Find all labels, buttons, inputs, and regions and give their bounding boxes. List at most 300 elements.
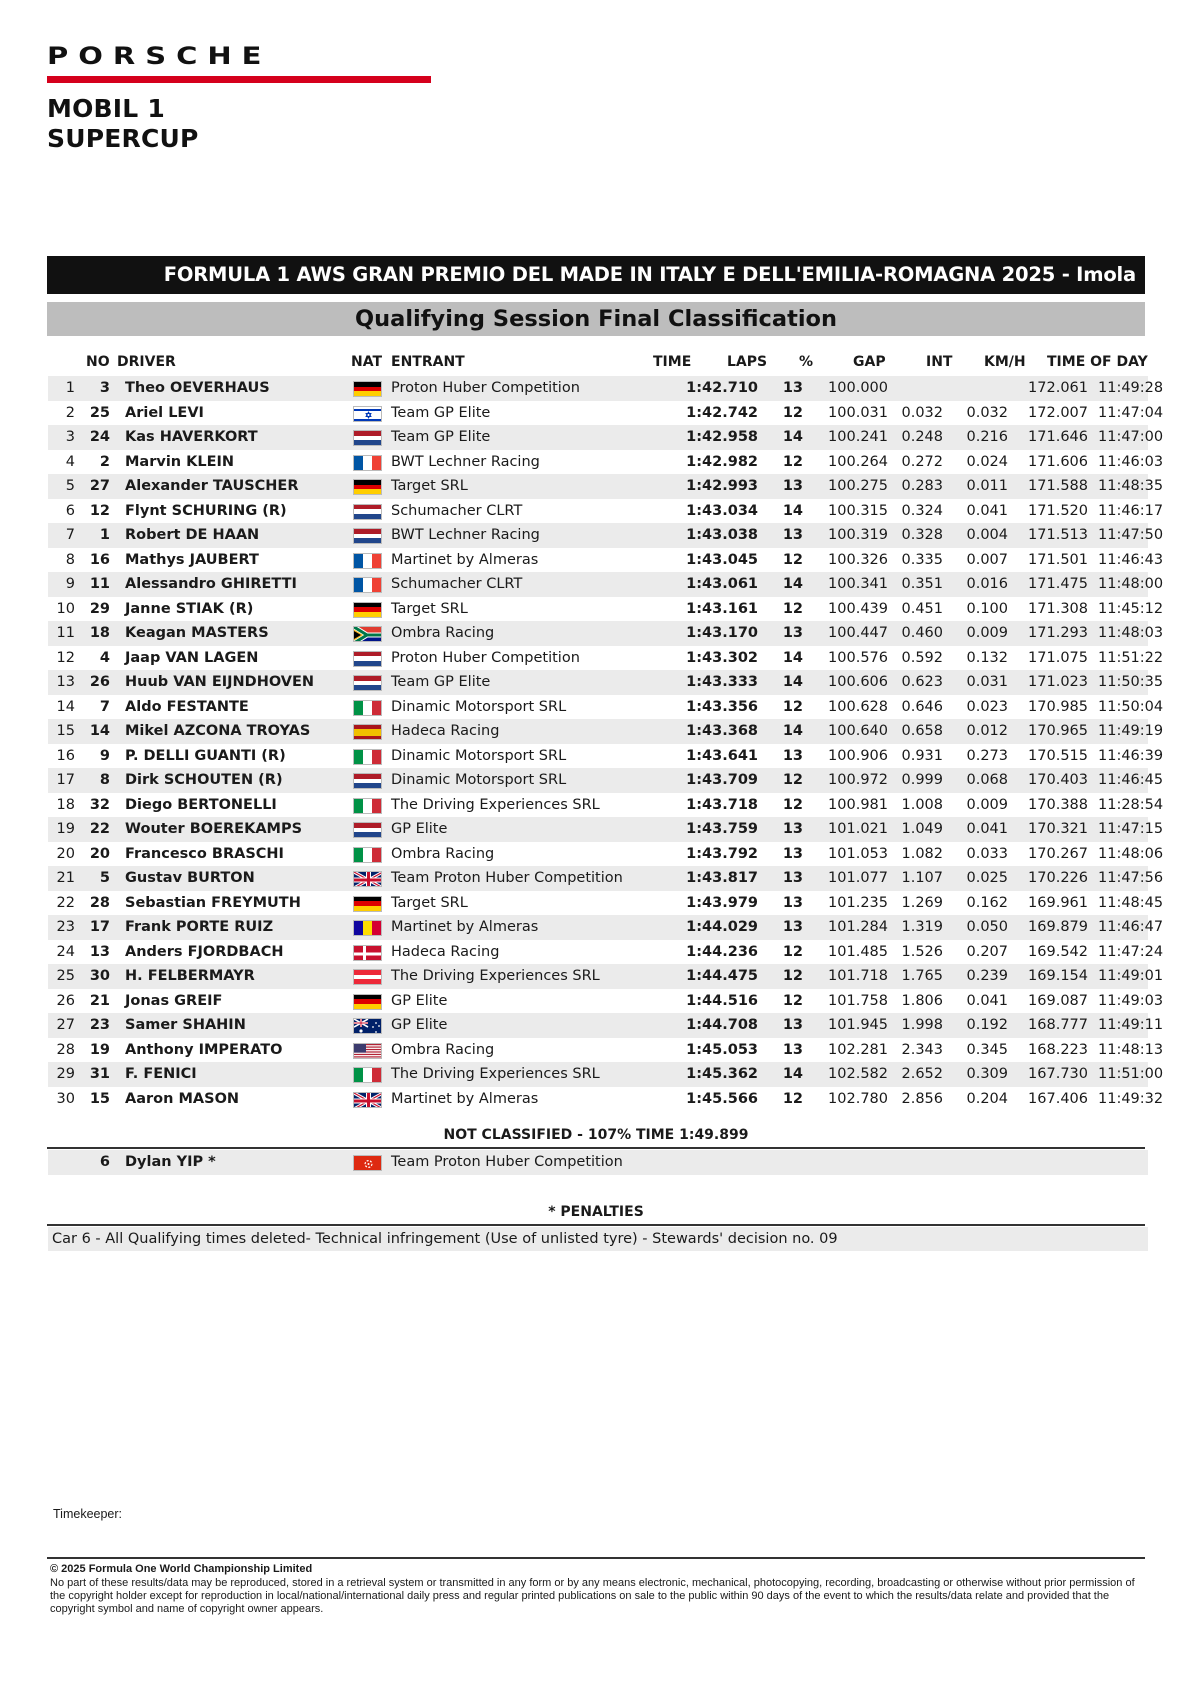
- car-number-cell: 15: [89, 1090, 110, 1107]
- car-number-cell: 28: [89, 894, 110, 911]
- interval-cell: 0.132: [966, 649, 1008, 666]
- header-gap: GAP: [853, 354, 886, 370]
- laps-cell: 12: [782, 453, 803, 470]
- lap-time-cell: 1:43.792: [686, 845, 758, 862]
- nationality-flag-icon: [353, 969, 382, 985]
- time-of-day-cell: 11:48:06: [1098, 845, 1164, 862]
- driver-cell: Keagan MASTERS: [125, 625, 269, 641]
- percentage-cell: 100.606: [828, 674, 888, 690]
- nationality-flag-icon: [353, 651, 382, 667]
- car-number-cell: 1: [99, 527, 110, 543]
- header-entrant: ENTRANT: [391, 354, 465, 370]
- gap-cell: 0.272: [901, 453, 943, 470]
- entrant-cell: Proton Huber Competition: [391, 649, 580, 666]
- table-row: [48, 744, 1164, 769]
- nationality-flag-icon: [353, 994, 382, 1010]
- percentage-cell: 100.264: [828, 453, 888, 470]
- session-title: Qualifying Session Final Classification: [47, 302, 1145, 336]
- position-cell: 27: [56, 1017, 75, 1033]
- interval-cell: 0.273: [966, 747, 1008, 764]
- gap-cell: 1.319: [901, 919, 943, 935]
- position-cell: 10: [56, 600, 75, 617]
- car-number-cell: 31: [89, 1066, 110, 1082]
- percentage-cell: 100.000: [828, 380, 888, 396]
- car-number-cell: 6: [99, 1154, 110, 1170]
- time-of-day-cell: 11:47:00: [1098, 429, 1164, 445]
- lap-time-cell: 1:43.333: [686, 674, 758, 690]
- position-cell: 22: [56, 894, 75, 911]
- laps-cell: 13: [782, 821, 803, 837]
- speed-cell: 171.501: [1028, 551, 1088, 568]
- table-row: [48, 719, 1164, 744]
- time-of-day-cell: 11:47:56: [1098, 870, 1164, 886]
- percentage-cell: 100.241: [828, 429, 888, 445]
- laps-cell: 12: [782, 968, 803, 984]
- speed-cell: 171.646: [1028, 429, 1088, 445]
- car-number-cell: 14: [89, 723, 110, 739]
- gap-cell: 0.324: [901, 502, 943, 519]
- percentage-cell: 100.275: [828, 478, 888, 494]
- driver-cell: Jaap VAN LAGEN: [125, 649, 259, 666]
- driver-cell: Francesco BRASCHI: [125, 845, 284, 862]
- header-laps: LAPS: [727, 354, 768, 370]
- entrant-cell: Proton Huber Competition: [391, 380, 580, 396]
- entrant-cell: Target SRL: [391, 478, 468, 494]
- percentage-cell: 101.284: [828, 919, 888, 935]
- interval-cell: 0.207: [966, 943, 1008, 960]
- entrant-cell: Ombra Racing: [391, 625, 495, 641]
- driver-cell: Kas HAVERKORT: [125, 429, 258, 445]
- table-row: [48, 768, 1164, 793]
- speed-cell: 169.542: [1028, 943, 1088, 960]
- table-row: [48, 793, 1164, 818]
- nationality-flag-icon: [353, 528, 382, 544]
- event-title: FORMULA 1 AWS GRAN PREMIO DEL MADE IN ITALY E DELL'EMILIA-ROMAGNA 2025 - Imola: [47, 256, 1145, 294]
- table-row: [48, 670, 1164, 695]
- nationality-flag-icon: [353, 602, 382, 618]
- position-cell: 16: [56, 747, 75, 764]
- position-cell: 20: [56, 845, 75, 862]
- percentage-cell: 102.582: [828, 1066, 888, 1082]
- gap-cell: 1.765: [901, 968, 943, 984]
- entrant-cell: Target SRL: [391, 600, 468, 617]
- gap-cell: 1.526: [901, 943, 943, 960]
- car-number-cell: 29: [89, 600, 110, 617]
- lap-time-cell: 1:43.302: [686, 649, 758, 666]
- table-row: [48, 474, 1164, 499]
- series-title: [47, 94, 199, 154]
- table-row: [48, 597, 1164, 622]
- position-cell: 28: [56, 1041, 75, 1058]
- position-cell: 15: [56, 723, 75, 739]
- table-row: [48, 842, 1164, 867]
- nationality-flag-icon: [353, 1155, 382, 1171]
- percentage-cell: 100.972: [828, 772, 888, 788]
- entrant-cell: Dinamic Motorsport SRL: [391, 772, 567, 788]
- speed-cell: 170.403: [1028, 772, 1088, 788]
- entrant-cell: Martinet by Almeras: [391, 1090, 539, 1107]
- percentage-cell: 100.906: [828, 747, 888, 764]
- gap-cell: 0.283: [901, 478, 943, 494]
- time-of-day-cell: 11:46:39: [1098, 747, 1164, 764]
- percentage-cell: 102.281: [828, 1041, 888, 1058]
- entrant-cell: GP Elite: [391, 1017, 448, 1033]
- laps-cell: 13: [782, 625, 803, 641]
- position-cell: 1: [65, 380, 75, 396]
- not-classified-divider: [47, 1147, 1145, 1149]
- percentage-cell: 101.485: [828, 943, 888, 960]
- driver-cell: Mikel AZCONA TROYAS: [125, 723, 311, 739]
- percentage-cell: 100.628: [828, 698, 888, 715]
- entrant-cell: BWT Lechner Racing: [391, 453, 540, 470]
- speed-cell: 170.321: [1028, 821, 1088, 837]
- speed-cell: 169.961: [1028, 894, 1088, 911]
- car-number-cell: 12: [89, 502, 110, 519]
- gap-cell: 0.460: [901, 625, 943, 641]
- driver-cell: Aldo FESTANTE: [125, 698, 249, 715]
- gap-cell: 0.658: [901, 723, 943, 739]
- time-of-day-cell: 11:46:47: [1098, 919, 1164, 935]
- driver-cell: H. FELBERMAYR: [125, 968, 255, 984]
- logo-wordmark: PORSCHE: [47, 42, 272, 70]
- speed-cell: 167.730: [1028, 1066, 1088, 1082]
- laps-cell: 13: [782, 919, 803, 935]
- gap-cell: 0.335: [901, 551, 943, 568]
- table-row: [48, 1150, 1148, 1175]
- laps-cell: 14: [782, 576, 803, 592]
- entrant-cell: Ombra Racing: [391, 845, 495, 862]
- nationality-flag-icon: [353, 1043, 382, 1059]
- lap-time-cell: 1:42.993: [686, 478, 758, 494]
- lap-time-cell: 1:43.641: [686, 747, 758, 764]
- time-of-day-cell: 11:50:04: [1098, 698, 1164, 715]
- gap-cell: 1.806: [901, 992, 943, 1009]
- speed-cell: 171.293: [1028, 625, 1088, 641]
- table-row: [48, 989, 1164, 1014]
- table-row: [48, 548, 1164, 573]
- lap-time-cell: 1:43.170: [686, 625, 758, 641]
- speed-cell: 171.606: [1028, 453, 1088, 470]
- table-row: [48, 1087, 1164, 1112]
- entrant-cell: Hadeca Racing: [391, 723, 500, 739]
- entrant-cell: The Driving Experiences SRL: [391, 968, 600, 984]
- lap-time-cell: 1:43.759: [686, 821, 758, 837]
- laps-cell: 14: [782, 502, 803, 519]
- position-cell: 18: [56, 796, 75, 813]
- lap-time-cell: 1:44.708: [686, 1017, 758, 1033]
- car-number-cell: 21: [89, 992, 110, 1009]
- laps-cell: 12: [782, 600, 803, 617]
- position-cell: 7: [65, 527, 75, 543]
- time-of-day-cell: 11:46:03: [1098, 453, 1164, 470]
- driver-cell: P. DELLI GUANTI (R): [125, 747, 286, 764]
- nationality-flag-icon: [353, 749, 382, 765]
- series-line-2: SUPERCUP: [47, 124, 199, 153]
- speed-cell: 170.515: [1028, 747, 1088, 764]
- percentage-cell: 100.439: [828, 600, 888, 617]
- lap-time-cell: 1:44.029: [686, 919, 758, 935]
- percentage-cell: 100.576: [828, 649, 888, 666]
- time-of-day-cell: 11:48:45: [1098, 894, 1164, 911]
- entrant-cell: The Driving Experiences SRL: [391, 1066, 600, 1082]
- driver-cell: Frank PORTE RUIZ: [125, 919, 274, 935]
- laps-cell: 14: [782, 723, 803, 739]
- porsche-logo: [47, 42, 272, 76]
- entrant-cell: Ombra Racing: [391, 1041, 495, 1058]
- time-of-day-cell: 11:48:35: [1098, 478, 1164, 494]
- position-cell: 12: [56, 649, 75, 666]
- laps-cell: 13: [782, 527, 803, 543]
- driver-cell: Wouter BOEREKAMPS: [125, 821, 303, 837]
- interval-cell: 0.204: [966, 1090, 1008, 1107]
- driver-cell: Diego BERTONELLI: [125, 796, 277, 813]
- series-line-1: MOBIL 1: [47, 94, 165, 123]
- entrant-cell: Team Proton Huber Competition: [391, 870, 623, 886]
- gap-cell: 2.856: [901, 1090, 943, 1107]
- interval-cell: 0.023: [966, 698, 1008, 715]
- entrant-cell: Martinet by Almeras: [391, 551, 539, 568]
- lap-time-cell: 1:44.236: [686, 943, 758, 960]
- laps-cell: 14: [782, 429, 803, 445]
- entrant-cell: Schumacher CLRT: [391, 576, 523, 592]
- interval-cell: 0.050: [966, 919, 1008, 935]
- table-row: [48, 425, 1164, 450]
- gap-cell: 1.049: [901, 821, 943, 837]
- position-cell: 30: [56, 1090, 75, 1107]
- interval-cell: 0.216: [966, 429, 1008, 445]
- header-kmh: KM/H: [984, 354, 1026, 370]
- nationality-flag-icon: [353, 381, 382, 397]
- gap-cell: 2.343: [901, 1041, 943, 1058]
- entrant-cell: The Driving Experiences SRL: [391, 796, 600, 813]
- laps-cell: 14: [782, 649, 803, 666]
- time-of-day-cell: 11:47:24: [1098, 943, 1164, 960]
- car-number-cell: 16: [89, 551, 110, 568]
- time-of-day-cell: 11:47:15: [1098, 821, 1164, 837]
- position-cell: 2: [65, 404, 75, 421]
- interval-cell: 0.041: [966, 821, 1008, 837]
- car-number-cell: 8: [99, 772, 110, 788]
- speed-cell: 170.226: [1028, 870, 1088, 886]
- table-row: [48, 1013, 1164, 1038]
- lap-time-cell: 1:44.516: [686, 992, 758, 1009]
- nationality-flag-icon: [353, 700, 382, 716]
- position-cell: 8: [65, 551, 75, 568]
- speed-cell: 171.475: [1028, 576, 1088, 592]
- nationality-flag-icon: [353, 1092, 382, 1108]
- speed-cell: 169.879: [1028, 919, 1088, 935]
- penalties-divider: [47, 1224, 1145, 1226]
- car-number-cell: 4: [99, 649, 110, 666]
- car-number-cell: 22: [89, 821, 110, 837]
- nationality-flag-icon: [353, 553, 382, 569]
- laps-cell: 13: [782, 747, 803, 764]
- gap-cell: 1.107: [901, 870, 943, 886]
- speed-cell: 169.154: [1028, 968, 1088, 984]
- nationality-flag-icon: [353, 896, 382, 912]
- laps-cell: 13: [782, 380, 803, 396]
- car-number-cell: 24: [89, 429, 110, 445]
- nationality-flag-icon: [353, 479, 382, 495]
- position-cell: 9: [65, 576, 75, 592]
- car-number-cell: 3: [99, 380, 110, 396]
- interval-cell: 0.031: [966, 674, 1008, 690]
- laps-cell: 12: [782, 404, 803, 421]
- speed-cell: 170.985: [1028, 698, 1088, 715]
- interval-cell: 0.041: [966, 502, 1008, 519]
- percentage-cell: 100.341: [828, 576, 888, 592]
- lap-time-cell: 1:43.709: [686, 772, 758, 788]
- table-row: [48, 376, 1164, 401]
- interval-cell: 0.041: [966, 992, 1008, 1009]
- lap-time-cell: 1:43.979: [686, 894, 758, 911]
- table-row: [48, 499, 1164, 524]
- driver-cell: Marvin KLEIN: [125, 453, 235, 470]
- table-row: [48, 621, 1164, 646]
- header-no: NO: [86, 354, 110, 370]
- car-number-cell: 27: [89, 478, 110, 494]
- lap-time-cell: 1:43.038: [686, 527, 758, 543]
- time-of-day-cell: 11:49:19: [1098, 723, 1164, 739]
- lap-time-cell: 1:42.958: [686, 429, 758, 445]
- gap-cell: 1.269: [901, 894, 943, 911]
- driver-cell: Theo OEVERHAUS: [125, 380, 270, 396]
- speed-cell: 168.777: [1028, 1017, 1088, 1033]
- laps-cell: 13: [782, 1017, 803, 1033]
- driver-cell: Samer SHAHIN: [125, 1017, 246, 1033]
- lap-time-cell: 1:43.034: [686, 502, 758, 519]
- time-of-day-cell: 11:51:22: [1098, 649, 1164, 666]
- interval-cell: 0.016: [966, 576, 1008, 592]
- time-of-day-cell: 11:48:03: [1098, 625, 1164, 641]
- position-cell: 24: [56, 943, 75, 960]
- driver-cell: Dirk SCHOUTEN (R): [125, 772, 283, 788]
- entrant-cell: BWT Lechner Racing: [391, 527, 540, 543]
- laps-cell: 14: [782, 674, 803, 690]
- table-row: [48, 1038, 1164, 1063]
- driver-cell: Alessandro GHIRETTI: [125, 576, 297, 592]
- entrant-cell: Team Proton Huber Competition: [391, 1154, 623, 1170]
- gap-cell: 0.931: [901, 747, 943, 764]
- car-number-cell: 7: [99, 698, 110, 715]
- driver-cell: Mathys JAUBERT: [125, 551, 259, 568]
- interval-cell: 0.033: [966, 845, 1008, 862]
- entrant-cell: Dinamic Motorsport SRL: [391, 698, 567, 715]
- interval-cell: 0.011: [966, 478, 1008, 494]
- percentage-cell: 100.447: [828, 625, 888, 641]
- position-cell: 17: [56, 772, 75, 788]
- laps-cell: 13: [782, 478, 803, 494]
- lap-time-cell: 1:42.710: [686, 380, 758, 396]
- nationality-flag-icon: [353, 675, 382, 691]
- entrant-cell: Schumacher CLRT: [391, 502, 523, 519]
- penalty-text: Car 6 - All Qualifying times deleted- Technical infringement (Use of unlisted tyre) - Stewards' decision no. 09: [48, 1227, 1148, 1251]
- driver-cell: Anthony IMPERATO: [125, 1041, 283, 1058]
- timekeeper-label: Timekeeper:: [53, 1507, 123, 1521]
- nationality-flag-icon: [353, 822, 382, 838]
- percentage-cell: 100.315: [828, 502, 888, 519]
- driver-cell: Aaron MASON: [125, 1090, 240, 1107]
- time-of-day-cell: 11:46:17: [1098, 502, 1164, 519]
- gap-cell: 0.328: [901, 527, 943, 543]
- interval-cell: 0.192: [966, 1017, 1008, 1033]
- time-of-day-cell: 11:49:28: [1098, 380, 1164, 396]
- driver-cell: Robert DE HAAN: [125, 527, 260, 543]
- position-cell: 29: [56, 1066, 75, 1082]
- results-table: [48, 376, 1164, 1111]
- car-number-cell: 19: [89, 1041, 110, 1058]
- lap-time-cell: 1:43.718: [686, 796, 758, 813]
- nationality-flag-icon: [353, 455, 382, 471]
- nationality-flag-icon: [353, 1018, 382, 1034]
- laps-cell: 13: [782, 1041, 803, 1058]
- interval-cell: 0.345: [966, 1041, 1008, 1058]
- table-row: [48, 891, 1164, 916]
- interval-cell: 0.309: [966, 1066, 1008, 1082]
- entrant-cell: Hadeca Racing: [391, 943, 500, 960]
- percentage-cell: 101.077: [828, 870, 888, 886]
- nationality-flag-icon: [353, 773, 382, 789]
- speed-cell: 171.513: [1028, 527, 1088, 543]
- interval-cell: 0.004: [966, 527, 1008, 543]
- header-nat: NAT: [351, 354, 383, 370]
- speed-cell: 170.267: [1028, 845, 1088, 862]
- lap-time-cell: 1:43.061: [686, 576, 758, 592]
- speed-cell: 167.406: [1028, 1090, 1088, 1107]
- header-time-of-day: TIME OF DAY: [1047, 354, 1148, 370]
- percentage-cell: 100.640: [828, 723, 888, 739]
- driver-cell: Jonas GREIF: [125, 992, 223, 1009]
- car-number-cell: 5: [99, 870, 110, 886]
- entrant-cell: Team GP Elite: [391, 674, 491, 690]
- lap-time-cell: 1:42.742: [686, 404, 758, 421]
- percentage-cell: 100.319: [828, 527, 888, 543]
- nationality-flag-icon: [353, 945, 382, 961]
- header-int: INT: [926, 354, 953, 370]
- table-row: [48, 646, 1164, 671]
- car-number-cell: 18: [89, 625, 110, 641]
- laps-cell: 12: [782, 698, 803, 715]
- position-cell: 4: [65, 453, 75, 470]
- time-of-day-cell: 11:49:32: [1098, 1090, 1164, 1107]
- speed-cell: 170.965: [1028, 723, 1088, 739]
- header-pct: %: [799, 354, 814, 370]
- speed-cell: 171.308: [1028, 600, 1088, 617]
- time-of-day-cell: 11:47:50: [1098, 527, 1164, 543]
- speed-cell: 170.388: [1028, 796, 1088, 813]
- interval-cell: 0.007: [966, 551, 1008, 568]
- position-cell: 19: [56, 821, 75, 837]
- time-of-day-cell: 11:49:11: [1098, 1017, 1164, 1033]
- driver-cell: Gustav BURTON: [125, 870, 255, 886]
- header-time: TIME: [653, 354, 692, 370]
- laps-cell: 13: [782, 894, 803, 911]
- penalties-title: * PENALTIES: [548, 1204, 644, 1220]
- header-driver: DRIVER: [117, 354, 176, 370]
- interval-cell: 0.012: [966, 723, 1008, 739]
- logo-red-bar: [47, 76, 431, 83]
- gap-cell: 0.999: [901, 772, 943, 788]
- driver-cell: Huub VAN EIJNDHOVEN: [125, 674, 315, 690]
- laps-cell: 13: [782, 845, 803, 862]
- interval-cell: 0.068: [966, 772, 1008, 788]
- laps-cell: 12: [782, 796, 803, 813]
- not-classified-table: [48, 1150, 1148, 1175]
- lap-time-cell: 1:42.982: [686, 453, 758, 470]
- driver-cell: Anders FJORDBACH: [125, 943, 284, 960]
- table-row: [48, 915, 1164, 940]
- position-cell: 21: [56, 870, 75, 886]
